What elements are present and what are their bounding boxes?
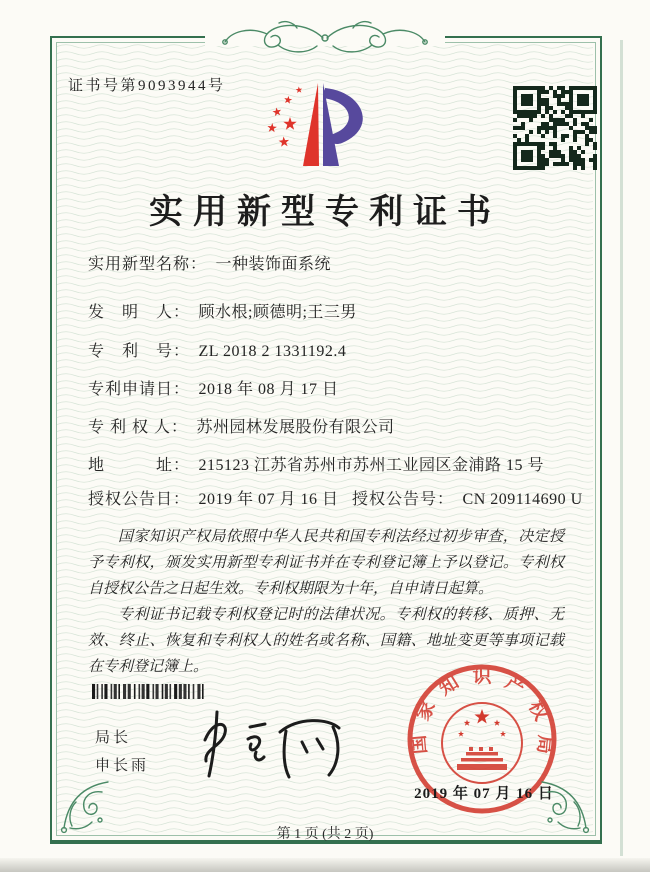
cnipa-patent-logo-icon: [262, 80, 394, 172]
page-edge: [620, 40, 623, 856]
field-value: 2018 年 08 月 17 日: [198, 381, 339, 398]
field-label: 发 明 人：: [88, 304, 191, 321]
signer-title: 局长: [95, 730, 132, 746]
signature-icon: [180, 700, 350, 785]
field-value: ZL 2018 2 1331192.4: [198, 343, 347, 360]
svg-text:产: 产: [501, 671, 529, 700]
svg-text:权: 权: [524, 697, 552, 725]
field-label: 授权公告日：: [88, 491, 191, 508]
field-patentee: [88, 414, 588, 437]
corner-flourish-icon: [538, 778, 598, 838]
field-value: 一种装饰面系统: [215, 256, 332, 273]
field-grant-date: [88, 491, 339, 508]
svg-text:局: 局: [532, 734, 556, 755]
field-address: [88, 452, 588, 475]
certificate-title: 实用新型专利证书: [149, 194, 501, 231]
field-value: 215123 江苏省苏州市苏州工业园区金浦路 15 号: [198, 457, 545, 474]
barcode-icon: [92, 684, 252, 700]
field-value: 苏州园林发展股份有限公司: [196, 419, 395, 436]
field-value: CN 209114690 U: [462, 491, 583, 508]
field-value: 2019 年 07 月 16 日: [198, 491, 339, 508]
certificate-number: 证书号第9093944号: [68, 78, 226, 94]
field-value: 顾水根;顾德明;王三男: [198, 304, 357, 321]
field-label: 地 址：: [88, 457, 191, 474]
svg-text:识: 识: [472, 666, 492, 687]
field-filing-date: [88, 376, 588, 399]
page-footer: 第 1 页 (共 2 页): [276, 827, 374, 842]
svg-text:国: 国: [408, 734, 432, 755]
signer-name: 申长雨: [95, 758, 150, 774]
field-label: 专 利 号：: [88, 343, 191, 360]
field-grant-row: [88, 486, 588, 509]
field-label: 专利申请日：: [88, 381, 191, 398]
svg-text:知: 知: [435, 671, 463, 700]
field-grant-number: [352, 486, 583, 509]
corner-flourish-icon: [52, 778, 112, 838]
field-label: 授权公告号：: [352, 491, 455, 508]
field-label: 实用新型名称：: [88, 256, 208, 273]
svg-text:家: 家: [412, 697, 440, 725]
legal-paragraph-1: 国家知识产权局依照中华人民共和国专利法经过初步审查，决定授予专利权，颁发实用新型专利证书并在专利登记簿上予以登记。专利权自授权公告之日起生效。专利权期限为十年，自申请日起算。: [88, 529, 564, 598]
field-inventors: [88, 299, 588, 322]
dragon-ornament-icon: [205, 14, 445, 60]
field-utility-model-name: [88, 251, 588, 274]
qr-code-icon: [513, 86, 597, 170]
field-label: 专 利 权 人：: [88, 419, 189, 436]
seal-date: 2019 年 07 月 16 日: [414, 786, 554, 802]
field-patent-number: [88, 338, 588, 361]
page-shadow: [0, 858, 650, 872]
legal-paragraph-2: 专利证书记载专利权登记时的法律状况。专利权的转移、质押、无效、终止、恢复和专利权人的姓名或名称、国籍、地址变更等事项记载在专利登记簿上。: [88, 607, 564, 676]
